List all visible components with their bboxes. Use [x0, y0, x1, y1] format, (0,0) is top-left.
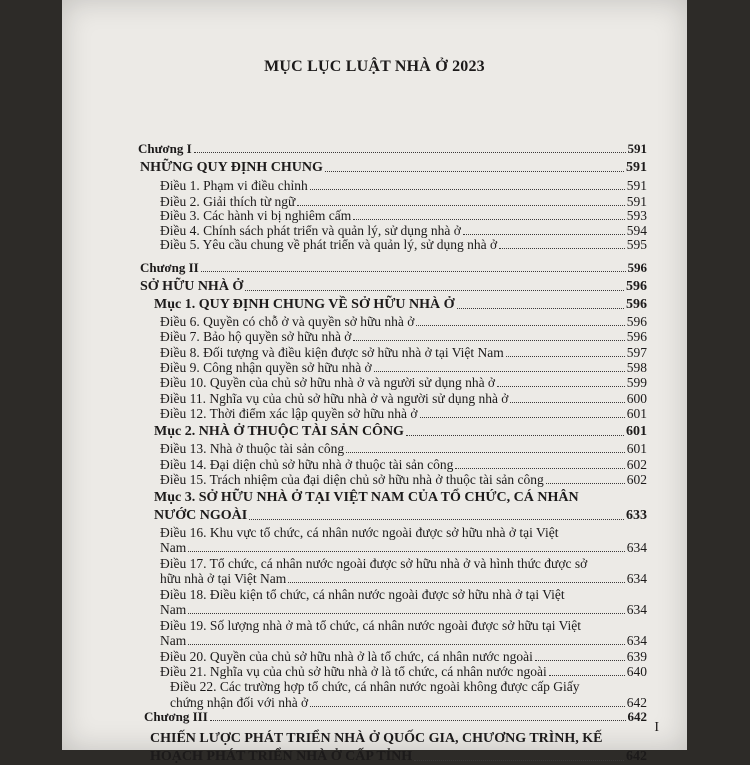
toc-entry — [160, 178, 647, 194]
toc-entry-title: Mục 2. NHÀ Ở THUỘC TÀI SẢN CÔNG — [154, 424, 404, 440]
toc-page-number: 602 — [626, 456, 647, 472]
dot-leader — [353, 340, 624, 341]
toc-entry-title: Điều 9. Công nhận quyền sở hữu nhà ở — [160, 359, 372, 375]
toc-entry-title: Điều 8. Đối tượng và điều kiện được sở hữu nhà ở tại Việt Nam — [160, 344, 504, 360]
toc-entry-title-cont: NƯỚC NGOÀI — [154, 508, 248, 524]
dot-leader — [535, 660, 625, 661]
dot-leader — [374, 371, 625, 372]
toc-page-number: 591 — [627, 141, 647, 157]
toc-entry — [160, 649, 647, 665]
page-title: MỤC LỤC LUẬT NHÀ Ở 2023 — [264, 58, 485, 75]
dot-leader — [310, 189, 625, 190]
toc-entry-title-cont: chứng nhận đối với nhà ở — [170, 694, 309, 710]
toc-page-number: 639 — [626, 648, 647, 664]
toc-entry — [160, 194, 647, 210]
dot-leader — [455, 468, 624, 469]
toc-page-number: 642 — [626, 694, 647, 710]
dot-leader — [497, 386, 625, 387]
toc-page-number: 634 — [626, 633, 647, 649]
dot-leader — [297, 205, 624, 206]
dot-leader — [499, 248, 625, 249]
toc-page-number: 634 — [626, 571, 647, 587]
dot-leader — [188, 644, 625, 645]
page-number: I — [654, 720, 659, 735]
toc-entry — [160, 618, 647, 634]
toc-entry-title: Điều 10. Quyền của chủ sở hữu nhà ở và người sử dụng nhà ở — [160, 375, 496, 391]
toc-entry-title: Điều 11. Nghĩa vụ của chủ sở hữu nhà ở và người sử dụng nhà ở — [160, 390, 509, 406]
toc-page-number: 601 — [626, 424, 647, 440]
toc-entry-title-cont: Nam — [160, 633, 187, 649]
dot-leader — [353, 219, 625, 220]
toc-entry — [154, 297, 647, 313]
toc-page-number: 596 — [626, 329, 647, 345]
dot-leader — [414, 760, 624, 761]
toc-page-number: 596 — [626, 296, 647, 312]
dot-leader — [210, 720, 626, 721]
toc-entry-title: Điều 21. Nghĩa vụ của chủ sở hữu nhà ở là tổ chức, cá nhân nước ngoài — [160, 664, 547, 679]
toc-entry-title: Điều 16. Khu vực tổ chức, cá nhân nước ngoài được sở hữu nhà ở tại Việt — [160, 524, 559, 540]
toc-page-number: 591 — [626, 193, 647, 209]
toc-page-number: 591 — [626, 178, 647, 194]
dot-leader — [188, 613, 625, 614]
toc-entry — [160, 441, 647, 457]
dot-leader — [288, 582, 625, 583]
dot-leader — [245, 290, 624, 291]
toc-page-number: 597 — [626, 344, 647, 360]
toc-entry — [160, 237, 647, 253]
toc-entry-continuation — [160, 633, 647, 649]
toc-entry — [160, 406, 647, 422]
book-page — [62, 0, 687, 765]
toc-entry-continuation — [160, 602, 647, 618]
toc-entry-title-cont: Nam — [160, 540, 187, 556]
toc-page-number: 601 — [626, 441, 647, 457]
toc-entry — [160, 457, 647, 473]
toc-entry-title: Điều 3. Các hành vi bị nghiêm cấm — [160, 208, 352, 224]
toc-entry — [160, 223, 647, 239]
toc-entry — [154, 490, 647, 506]
toc-entry — [140, 260, 647, 276]
toc-entry — [160, 525, 647, 541]
toc-entry — [160, 472, 647, 488]
toc-entry-title: Chương II — [140, 259, 199, 275]
toc-entry-title: Điều 2. Giải thích từ ngữ — [160, 193, 296, 209]
toc-page-number: 642 — [627, 708, 647, 724]
toc-page-number: 596 — [627, 259, 647, 275]
toc-entry-title: Mục 3. SỞ HỮU NHÀ Ở TẠI VIỆT NAM CỦA TỔ CHỨC, CÁ NHÂN — [154, 490, 579, 506]
toc-entry — [160, 664, 647, 680]
toc-entry — [160, 360, 647, 376]
toc-entry-title: Điều 19. Số lượng nhà ở mà tổ chức, cá nhân nước ngoài được sở hữu tại Việt — [160, 617, 582, 633]
dot-leader — [546, 483, 625, 484]
toc-entry — [160, 375, 647, 391]
toc-page-number: 596 — [626, 313, 647, 329]
toc-entry-title: Mục 1. QUY ĐỊNH CHUNG VỀ SỞ HỮU NHÀ Ở — [154, 296, 455, 312]
toc-page-number: 594 — [626, 222, 647, 238]
toc-entry — [138, 141, 647, 157]
dot-leader — [457, 308, 625, 309]
toc-page-number: 601 — [626, 406, 647, 421]
toc-entry-continuation — [160, 540, 647, 556]
toc-entry-title: Điều 12. Thời điểm xác lập quyền sở hữu nhà ở — [160, 406, 418, 421]
toc-entry — [160, 208, 647, 224]
toc-entry-title-cont: HOẠCH PHÁT TRIỂN NHÀ Ở CẤP TỈNH — [150, 749, 413, 765]
toc-entry — [144, 709, 647, 725]
toc-page-number: 602 — [626, 472, 647, 488]
toc-entry-title: Điều 17. Tổ chức, cá nhân nước ngoài được sở hữu nhà ở và hình thức được sở — [160, 555, 588, 571]
toc-entry — [160, 587, 647, 603]
dot-leader — [310, 706, 625, 707]
toc-page-number: 598 — [626, 359, 647, 375]
toc-entry-title-cont: hữu nhà ở tại Việt Nam — [160, 571, 287, 587]
dot-leader — [201, 271, 626, 272]
toc-entry-title: Chương III — [144, 708, 208, 724]
toc-entry-title: Điều 15. Trách nhiệm của đại diện chủ sở hữu nhà ở thuộc tài sản công — [160, 472, 544, 488]
toc-entry-title: Điều 14. Đại diện chủ sở hữu nhà ở thuộc tài sản công — [160, 456, 454, 472]
toc-entry-title: Điều 4. Chính sách phát triển và quản lý, sử dụng nhà ở — [160, 222, 461, 238]
dot-leader — [420, 417, 625, 418]
toc-entry-title: Điều 6. Quyền có chỗ ở và quyền sở hữu nhà ở — [160, 313, 415, 329]
toc-page-number: 593 — [626, 208, 647, 224]
toc-entry-title: Điều 18. Điều kiện tổ chức, cá nhân nước ngoài được sở hữu nhà ở tại Việt — [160, 586, 565, 602]
toc-entry-title: Điều 7. Bảo hộ quyền sở hữu nhà ở — [160, 329, 352, 345]
toc-page-number: 591 — [626, 160, 647, 176]
toc-entry-title: Điều 1. Phạm vi điều chỉnh — [160, 178, 308, 194]
toc-entry — [160, 391, 647, 407]
toc-entry — [154, 424, 647, 440]
toc-entry — [160, 345, 647, 361]
dot-leader — [416, 325, 624, 326]
dot-leader — [510, 402, 624, 403]
toc-entry — [160, 314, 647, 330]
dot-leader — [194, 152, 626, 153]
dot-leader — [325, 171, 624, 172]
toc-page-number: 596 — [626, 278, 647, 294]
toc-page-number: 599 — [626, 375, 647, 391]
dot-leader — [406, 435, 624, 436]
toc-entry — [150, 731, 647, 747]
dot-leader — [463, 234, 625, 235]
toc-entry-title: Chương I — [138, 141, 192, 157]
toc-entry-title: Điều 22. Các trường hợp tổ chức, cá nhân nước ngoài không được cấp Giấy — [170, 679, 580, 695]
toc-page-number: 640 — [626, 664, 647, 679]
dot-leader — [549, 675, 625, 676]
dot-leader — [188, 551, 625, 552]
toc-entry — [160, 556, 647, 572]
toc-entry — [140, 279, 647, 295]
toc-page-number: 634 — [626, 602, 647, 618]
toc-entry — [140, 160, 647, 176]
toc-entry-title: CHIẾN LƯỢC PHÁT TRIỂN NHÀ Ở QUỐC GIA, CHƯƠNG TRÌNH, KẾ — [150, 731, 603, 747]
toc-entry-title: Điều 5. Yêu cầu chung về phát triển và quản lý, sử dụng nhà ở — [160, 237, 498, 253]
dot-leader — [346, 452, 625, 453]
toc-entry-title-cont: Nam — [160, 602, 187, 618]
toc-entry-title: NHỮNG QUY ĐỊNH CHUNG — [140, 160, 323, 176]
dot-leader — [249, 519, 624, 520]
toc-entry-continuation — [154, 508, 647, 524]
toc-entry-title: Điều 13. Nhà ở thuộc tài sản công — [160, 441, 345, 457]
toc-entry-title: Điều 20. Quyền của chủ sở hữu nhà ở là tổ chức, cá nhân nước ngoài — [160, 648, 533, 664]
toc-entry-continuation — [160, 571, 647, 587]
toc-entry-title: SỞ HỮU NHÀ Ở — [140, 278, 244, 294]
toc-page-number: 595 — [626, 237, 647, 253]
bleed-through-text — [427, 23, 677, 49]
toc-page-number: 634 — [626, 540, 647, 556]
toc-page-number: 642 — [626, 749, 647, 765]
toc-entry — [160, 329, 647, 345]
toc-page-number: 600 — [626, 390, 647, 406]
toc-entry — [170, 679, 647, 695]
toc-entry-continuation — [150, 749, 647, 765]
dot-leader — [506, 356, 625, 357]
toc-page-number: 633 — [626, 508, 647, 524]
